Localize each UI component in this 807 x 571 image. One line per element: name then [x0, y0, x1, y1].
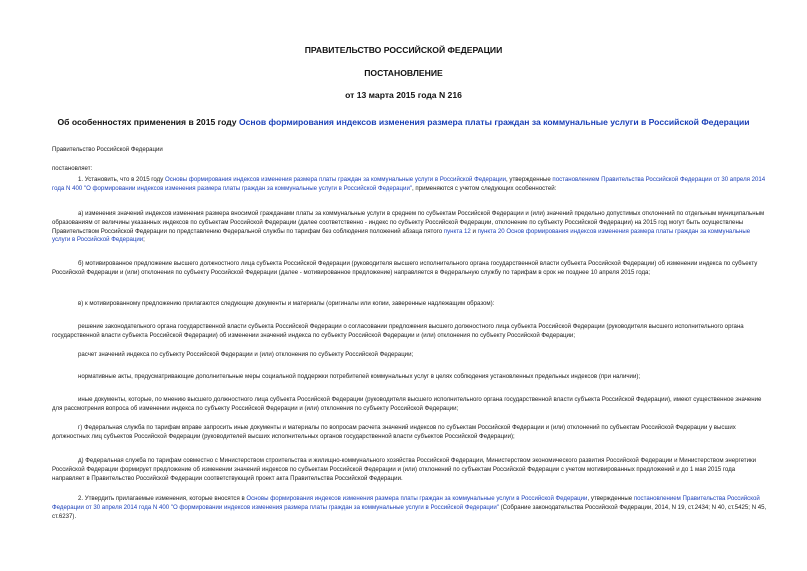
- pa-text-3: ;: [143, 236, 145, 244]
- paragraph-d: д) Федеральная служба по тарифам совместно с Министерством строительства и жилищно-коммунального хозяйства Российской Федерации, Министерством экономического развития Российской Федерации и Министерством энергетики Российской Федерации формирует предложение об изменении значений индексов по субъектам Российской Федерации и (или) отклонений по субъектам Российской Федерации с учетом мотивированных предложений и до 1 мая 2015 года направляет в Правительство Российской Федерации соответствующий проект акта Правительства Российской Федерации.: [52, 457, 757, 482]
- p1-text-1: 1. Установить, что в 2015 году: [78, 176, 165, 183]
- document-title: [20, 117, 787, 127]
- paragraph-g: г) Федеральная служба по тарифам вправе запросить иные документы и материалы по вопросам расчета значений индексов по субъектам Российской Федерации и (или) отклонений по субъектам Российской Федерации у высших должностных лиц субъектов Российской Федерации (руководителей высших исполнительных органов государственной власти субъектов Российской Федерации);: [52, 424, 736, 440]
- paragraph-v: в) к мотивированному предложению прилагаются следующие документы и материалы (оригиналы или копии, заверенные надлежащим образом):: [78, 300, 495, 307]
- pa-link-point-20[interactable]: пункта 20 Основ формирования индексов изменения размера платы граждан за коммунальные услуги в Российской Федерации: [52, 227, 751, 244]
- paragraph-v-item-1: решение законодательного органа государственной власти субъекта Российской Федерации о согласовании предложения высшего должностного лица субъекта Российской Федерации (руководителя высшего исполнительного органа государственной власти субъекта Российской Федерации) об изменении значений индекса по субъекту Российской Федерации и (или) отклонения по субъекту Российской Федерации;: [52, 323, 744, 339]
- p2-link-basics[interactable]: Основы формирования индексов изменения размера платы граждан за коммунальные услуги в Российской Федерации: [246, 495, 588, 502]
- government-name: Правительство Российской Федерации: [52, 146, 163, 153]
- p1-link-resolution[interactable]: постановлением Правительства Российской Федерации от 30 апреля 2014 года N 400 "О формировании индексов изменения размера платы граждан за коммунальные услуги в Российской Федерации": [52, 176, 766, 192]
- title-prefix: Об особенностях применения в 2015 году: [57, 117, 239, 127]
- p2-link-resolution[interactable]: постановлением Правительства Российской Федерации от 30 апреля 2014 года N 400 "О формировании индексов изменения размера платы граждан за коммунальные услуги в Российской Федерации": [52, 495, 760, 511]
- paragraph-2: [52, 495, 768, 521]
- p1-text-3: , применяются с учетом следующих особенностей:: [412, 184, 557, 192]
- document-type-heading: ПОСТАНОВЛЕНИЕ: [364, 68, 443, 78]
- pa-link-point-12[interactable]: пункта 12: [443, 227, 471, 235]
- paragraph-v-item-2: расчет значений индекса по субъекту Российской Федерации и (или) отклонения по субъекту Российской Федерации;: [78, 351, 414, 358]
- decrees-line: постановляет:: [52, 165, 93, 172]
- document-date: от 13 марта 2015 года N 216: [345, 90, 462, 100]
- paragraph-1: [52, 176, 768, 194]
- p2-text-3: (Собрание законодательства Российской Федерации, 2014, N 19, ст.2434; N 40, ст.5425; N 45, ст.6237).: [52, 503, 767, 520]
- p1-link-basics[interactable]: Основы формирования индексов изменения размера платы граждан за коммунальные услуги в Российской Федерации: [164, 176, 507, 183]
- pa-text-1: а) изменения значений индексов изменения размера вносимой гражданами платы за коммунальные услуги в среднем по субъектам Российской Федерации и (или) значений предельно допустимых отклонений по отдельным муниципальным образованиям от величины указанных индексов по субъектам Российской Федерации (далее соответственно - индекс по субъекту Российской Федерации, отклонение по субъекту Российской Федерации) на 2015 год могут быть осуществлены Правительством Российской Федерации по представлению Федеральной службы по тарифам без соблюдения положений абзаца пятого: [52, 210, 765, 235]
- paragraph-a: [52, 210, 768, 245]
- paragraph-b: б) мотивированное предложение высшего должностного лица субъекта Российской Федерации (руководителя высшего исполнительного органа государственной власти субъекта Российской Федерации) об изменении индекса по субъекту Российской Федерации и (или) отклонения по субъекту Российской Федерации (далее - мотивированное предложение) направляется в Федеральную службу по тарифам в срок не позднее 10 апреля 2015 года;: [52, 260, 758, 276]
- government-heading: ПРАВИТЕЛЬСТВО РОССИЙСКОЙ ФЕДЕРАЦИИ: [304, 45, 503, 55]
- p2-text-1: 2. Утвердить прилагаемые изменения, которые вносятся в: [78, 495, 247, 502]
- pa-text-2: и: [470, 227, 478, 235]
- paragraph-v-item-3: нормативные акты, предусматривающие дополнительные меры социальной поддержки потребителей коммунальных услуг в целях соблюдения установленных предельных индексов (при наличии);: [78, 373, 641, 380]
- p2-text-2: , утвержденные: [587, 495, 634, 502]
- paragraph-v-item-4: иные документы, которые, по мнению высшего должностного лица субъекта Российской Федерации (руководителя высшего исполнительного органа государственной власти субъекта Российской Федерации), имеют существенное значение для рассмотрения вопроса об изменении индекса по субъекту Российской Федерации и (или) отклонения по субъекту Российской Федерации;: [52, 396, 762, 412]
- p1-text-2: , утвержденные: [506, 176, 553, 183]
- title-link[interactable]: Основ формирования индексов изменения размера платы граждан за коммунальные услуги в Российской Федерации: [238, 117, 750, 127]
